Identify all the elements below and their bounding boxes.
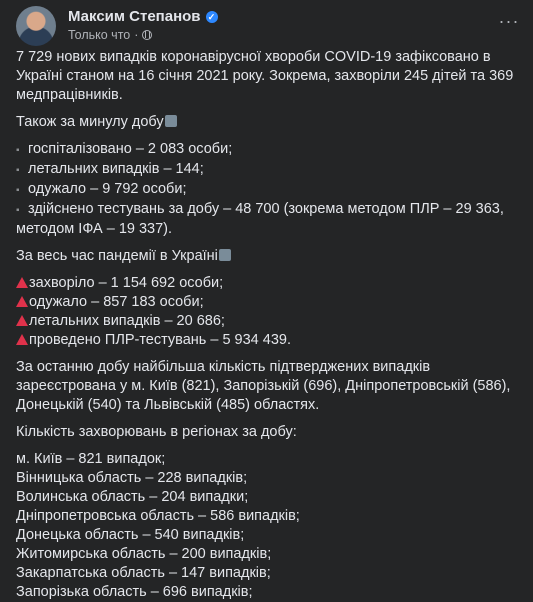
author-avatar[interactable] (16, 6, 56, 46)
day-item: ▪ одужало – 9 792 особи; (16, 180, 519, 200)
bullet-icon: ▪ (16, 145, 20, 156)
region-item: Закарпатська область – 147 випадків; (16, 565, 271, 581)
red-triangle-icon (16, 334, 28, 345)
more-options-button[interactable]: ··· (498, 11, 520, 31)
red-triangle-icon (16, 296, 28, 307)
bullet-icon: ▪ (16, 165, 20, 176)
region-item: Волинська область – 204 випадки; (16, 489, 249, 505)
regions-summary: За останню добу найбільша кількість підтверджених випадків зареєстрована у м. Київ (821), Запорізькій (696), Дніпропетровській (586), Донецькій (540) та Львівській (485) областях. (16, 359, 511, 413)
day-item: ▪ здійснено тестувань за добу – 48 700 (зокрема методом ПЛР – 29 363, методом ІФА – 19 337). (16, 201, 504, 237)
down-arrow-emoji-icon (219, 249, 231, 261)
region-item: Вінницька область – 228 випадків; (16, 470, 248, 486)
globe-icon (142, 30, 152, 40)
total-item: летальних випадків – 20 686; (16, 312, 519, 331)
verified-badge-icon: ✓ (206, 11, 218, 23)
region-item: Донецька область – 540 випадків; (16, 527, 245, 543)
intro-paragraph: 7 729 нових випадків коронавірусної хвороби COVID-19 зафіксовано в Україні станом на 16 січня 2021 року. Зокрема, захворіли 245 дітей та 369 медпрацівників. (16, 49, 514, 103)
region-item: м. Київ – 821 випадок; (16, 451, 166, 467)
post-body (16, 48, 519, 602)
bullet-icon: ▪ (16, 205, 20, 216)
region-item: Дніпропетровська область – 586 випадків; (16, 508, 300, 524)
post-header (16, 6, 523, 46)
bullet-icon: ▪ (16, 185, 20, 196)
down-arrow-emoji-icon (165, 115, 177, 127)
total-item: захворіло – 1 154 692 особи; (16, 274, 519, 293)
day-heading: Також за минулу добу (16, 113, 519, 132)
region-item: Житомирська область – 200 випадків; (16, 546, 272, 562)
author-name-row (68, 8, 218, 25)
region-item: Запорізька область – 696 випадків; (16, 584, 253, 600)
post-meta: Только что · (68, 28, 152, 42)
total-heading: За весь час пандемії в Україні (16, 247, 519, 266)
total-item: одужало – 857 183 особи; (16, 293, 519, 312)
red-triangle-icon (16, 277, 28, 288)
author-name[interactable]: Максим Степанов (68, 8, 201, 25)
regions-heading: Кількість захворювань в регіонах за добу: (16, 424, 297, 440)
total-item: проведено ПЛР-тестувань – 5 934 439. (16, 331, 519, 350)
day-item: ▪ госпіталізовано – 2 083 особи; (16, 140, 519, 160)
red-triangle-icon (16, 315, 28, 326)
post-timestamp[interactable]: Только что (68, 28, 131, 42)
day-item: ▪ летальних випадків – 144; (16, 160, 519, 180)
